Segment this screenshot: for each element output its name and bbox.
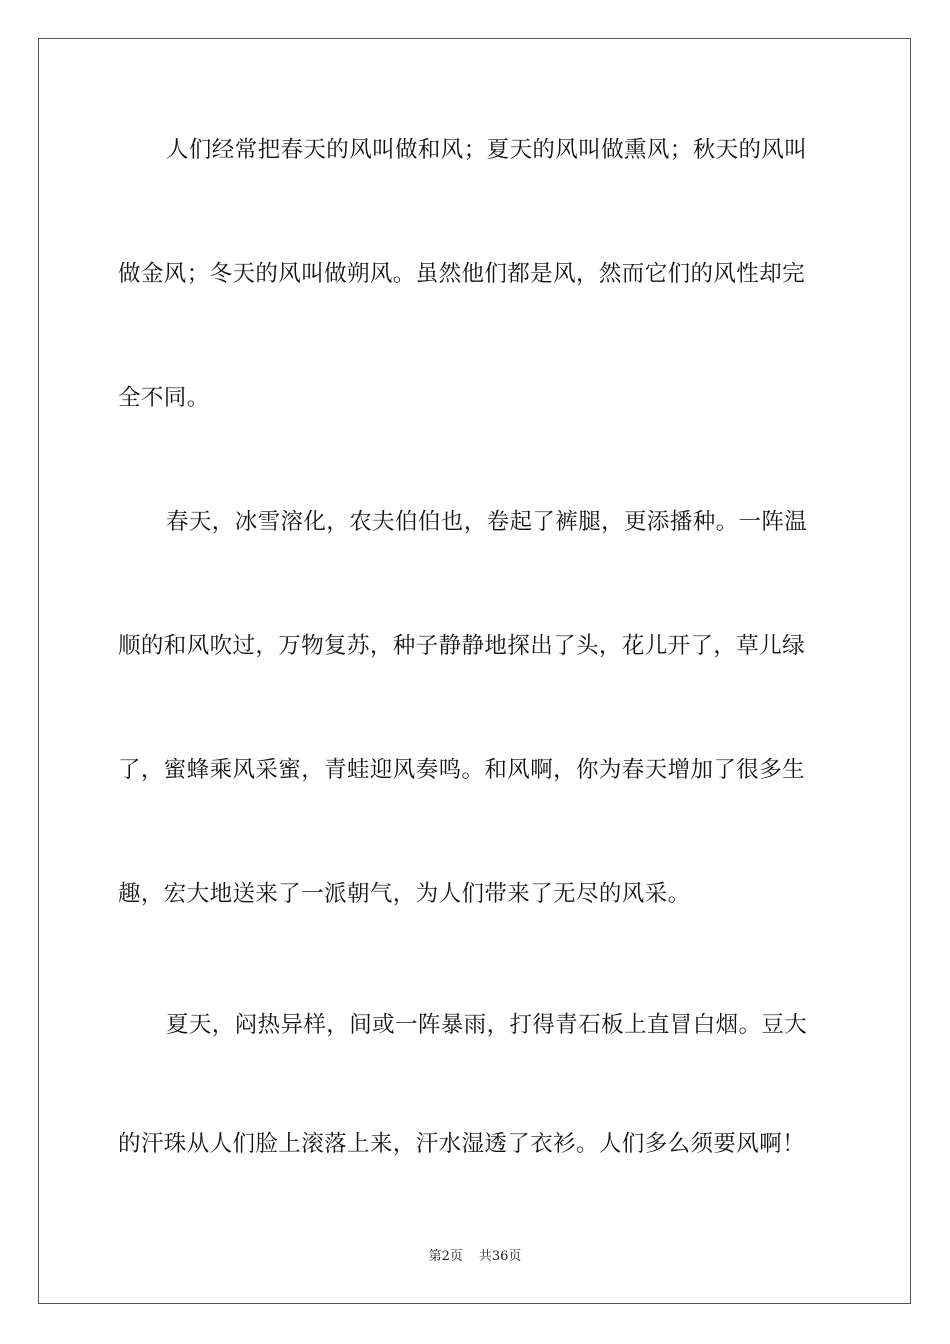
paragraph-2-line-3: 了，蜜蜂乘风采蜜，青蛙迎风奏鸣。和风啊，你为春天增加了很多生 [118, 757, 806, 783]
page-number: 第2页 [428, 1249, 463, 1264]
paragraph-1-line-1: 人们经常把春天的风叫做和风；夏天的风叫做熏风；秋天的风叫 [166, 137, 808, 163]
paragraph-2-line-1: 春天，冰雪溶化，农夫伯伯也，卷起了裤腿，更添播种。一阵温 [166, 509, 808, 535]
paragraph-1-line-3: 全不同。 [118, 385, 210, 411]
paragraph-1-line-2: 做金风；冬天的风叫做朔风。虽然他们都是风，然而它们的风性却完 [118, 261, 806, 287]
page-border [38, 38, 911, 1304]
paragraph-2-line-4: 趣，宏大地送来了一派朝气，为人们带来了无尽的风采。 [118, 881, 691, 907]
page-footer [0, 1248, 950, 1266]
paragraph-3-line-1: 夏天，闷热异样，间或一阵暴雨，打得青石板上直冒白烟。豆大 [166, 1012, 808, 1038]
paragraph-2-line-2: 顺的和风吹过，万物复苏，种子静静地探出了头，花儿开了，草儿绿 [118, 633, 806, 659]
paragraph-3-line-2: 的汗珠从人们脸上滚落上来，汗水湿透了衣衫。人们多么须要风啊！ [118, 1131, 806, 1157]
page-total: 共36页 [478, 1249, 522, 1264]
